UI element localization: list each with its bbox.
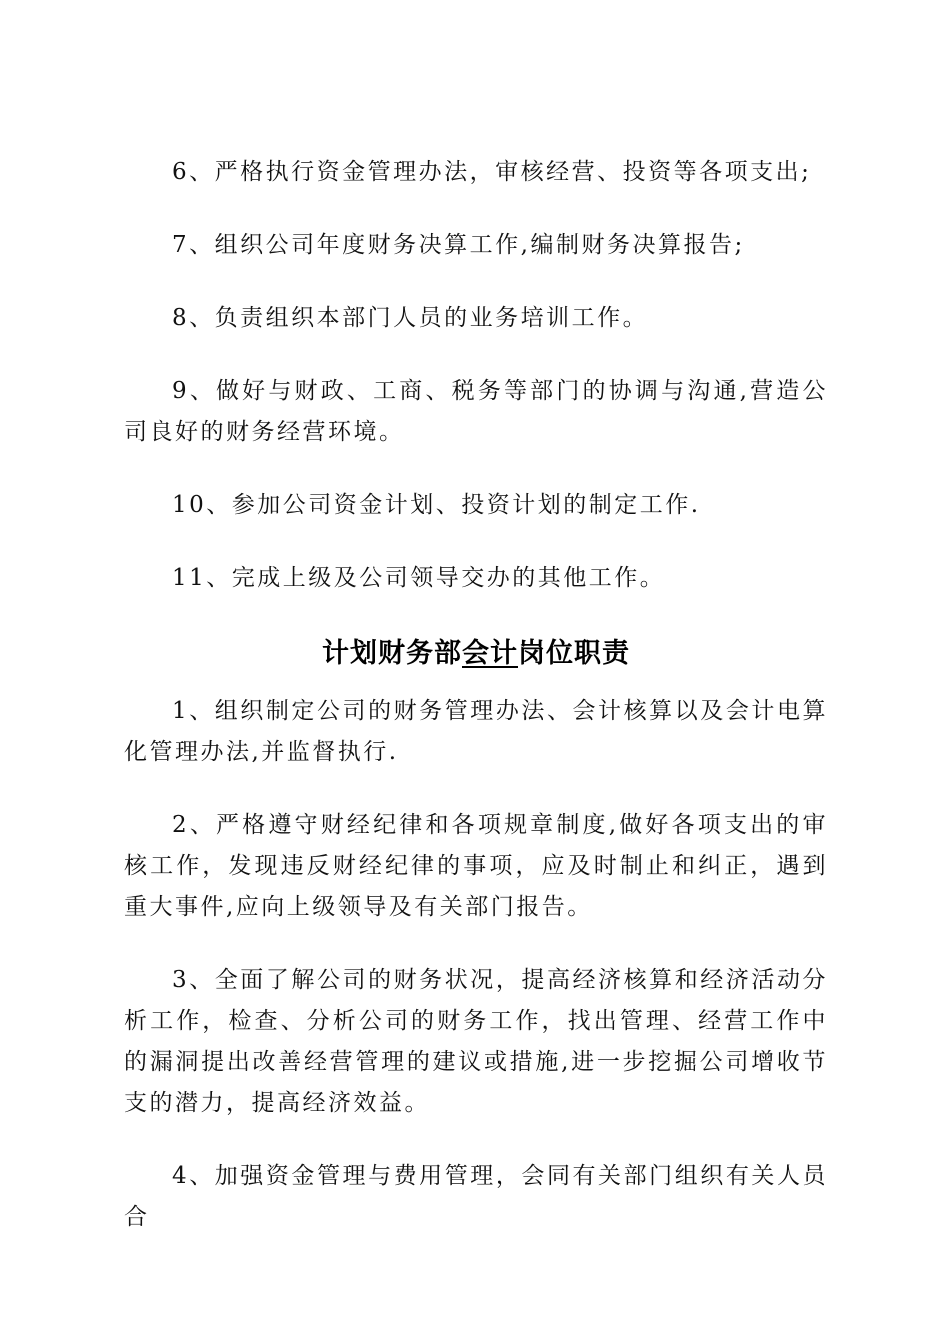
section-heading — [124, 631, 828, 677]
accountant-duty-3: 3、全面了解公司的财务状况，提高经济核算和经济活动分析工作，检查、分析公司的财务工作，找出管理、经营工作中的漏洞提出改善经营管理的建议或措施,进一步挖掘公司增收节支的潜力，提高经济效益。 — [124, 967, 828, 1116]
heading-suffix: 岗位职责 — [518, 638, 630, 669]
duty-item-9: 9、做好与财政、工商、税务等部门的协调与沟通,营造公司良好的财务经营环境。 — [124, 378, 828, 445]
accountant-duty-4: 4、加强资金管理与费用管理，会同有关部门组织有关人员合 — [124, 1163, 828, 1230]
duty-item-8: 8、负责组织本部门人员的业务培训工作。 — [172, 305, 649, 331]
heading-underlined-word: 会计 — [462, 638, 518, 669]
duty-item-7: 7、组织公司年度财务决算工作,编制财务决算报告; — [172, 232, 745, 258]
duty-item-10: 10、参加公司资金计划、投资计划的制定工作. — [172, 492, 701, 518]
heading-prefix: 计划财务部 — [322, 638, 462, 669]
accountant-duty-1: 1、组织制定公司的财务管理办法、会计核算以及会计电算化管理办法,并监督执行. — [124, 698, 828, 765]
duty-item-11: 11、完成上级及公司领导交办的其他工作。 — [172, 565, 666, 591]
document-body — [124, 152, 828, 1270]
accountant-duty-2: 2、严格遵守财经纪律和各项规章制度,做好各项支出的审核工作，发现违反财经纪律的事项，应及时制止和纠正，遇到重大事件,应向上级领导及有关部门报告。 — [124, 812, 828, 920]
duty-item-6: 6、严格执行资金管理办法，审核经营、投资等各项支出; — [172, 159, 812, 185]
